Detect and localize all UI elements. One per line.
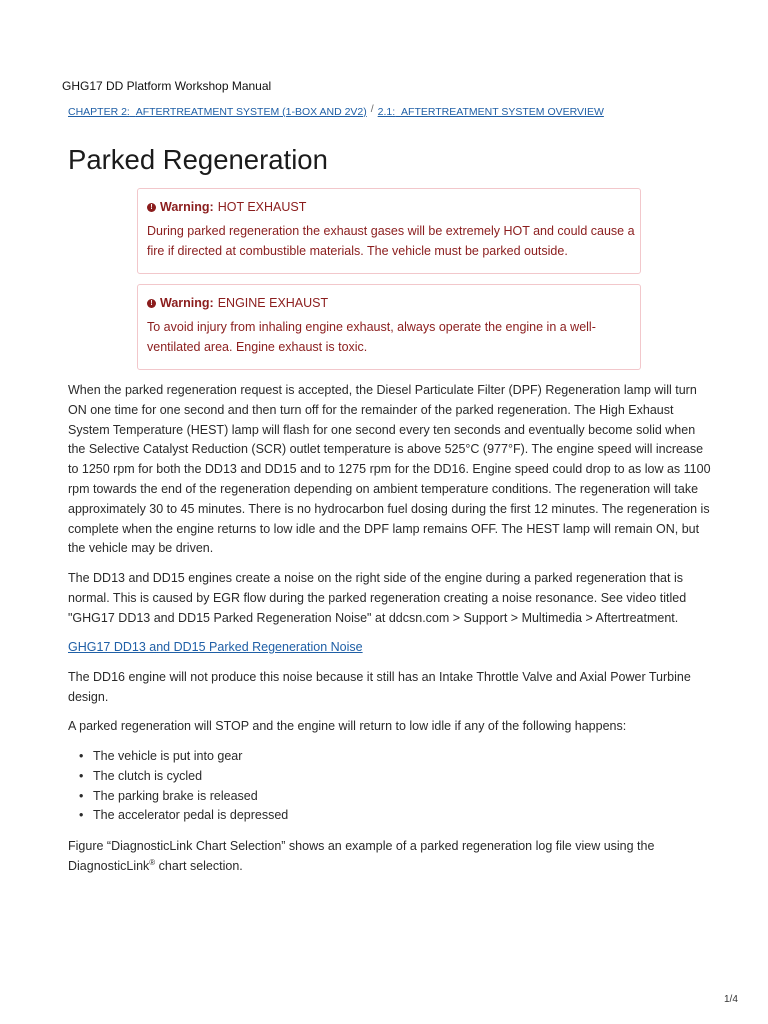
list-item: • The accelerator pedal is depressed — [68, 806, 288, 826]
registered-mark: ® — [149, 857, 156, 867]
breadcrumb-section-link[interactable]: 2.1: AFTERTREATMENT SYSTEM OVERVIEW — [377, 106, 604, 118]
warning-heading — [147, 200, 640, 214]
warning-text: To avoid injury from inhaling engine exhaust, always operate the engine in a well-ventilated area. Engine exhaust is toxic. — [147, 320, 596, 354]
stop-intro: A parked regeneration will STOP and the engine will return to low idle if any of the following happens: — [68, 719, 627, 733]
noise-description: The DD13 and DD15 engines create a noise on the right side of the engine during a parked regeneration that is normal. This is caused by EGR flow during the parked regeneration creating a noise resonance. See video titled "GHG17 DD13 and DD15 Parked Regeneration Noise" at ddcsn.com > Support > Multimedia > Aftertreatment. — [68, 571, 687, 625]
list-item: • The clutch is cycled — [68, 767, 288, 787]
warning-label: Warning: — [160, 200, 214, 214]
warning-heading — [147, 296, 640, 310]
warning-icon: ! — [147, 203, 156, 212]
dd16-note: The DD16 engine will not produce this noise because it still has an Intake Throttle Valve and Axial Power Turbine design. — [68, 670, 691, 704]
page-number: 1/4 — [724, 994, 738, 1005]
manual-title: GHG17 DD Platform Workshop Manual — [62, 79, 272, 93]
warning-text: During parked regeneration the exhaust gases will be extremely HOT and could cause a fire if directed at combustible materials. The vehicle must be parked outside. — [147, 224, 635, 258]
warning-hot-exhaust — [137, 188, 641, 274]
regeneration-description: When the parked regeneration request is accepted, the Diesel Particulate Filter (DPF) Regeneration lamp will turn ON one time for one second and then turn off for the remainder of the parked regeneration. The High Exhaust System Temperature (HEST) lamp will flash for one second every ten seconds and eventually become solid when the Selective Catalyst Reduction (SCR) outlet temperature is above 525°C (977°F). The engine speed will increase to 1250 rpm for both the DD13 and DD15 and to 1275 rpm for the DD16. Engine speed could drop to as low as 1100 rpm towards the end of the regeneration depending on ambient temperature conditions. The regeneration will take approximately 30 to 45 minutes. There is no hydrocarbon fuel dosing during the first 12 minutes. The regeneration is complete when the engine returns to low idle and the DPF lamp remains OFF. The HEST lamp will remain ON, but the vehicle may be driven. — [68, 383, 711, 556]
warning-title: ENGINE EXHAUST — [217, 296, 329, 310]
breadcrumb-chapter-link[interactable]: CHAPTER 2: AFTERTREATMENT SYSTEM (1-BOX AND 2V2) — [68, 106, 367, 118]
warning-engine-exhaust — [137, 284, 641, 370]
breadcrumb-separator: / — [370, 103, 374, 115]
figure-reference: Figure “DiagnosticLink Chart Selection” shows an example of a parked regeneration log file view using the DiagnosticLink® chart selection. — [68, 839, 655, 873]
list-item: • The parking brake is released — [68, 787, 288, 807]
list-item: • The vehicle is put into gear — [68, 747, 288, 767]
page-title: Parked Regeneration — [68, 144, 328, 175]
warning-label: Warning: — [160, 296, 214, 310]
stop-conditions-list — [68, 747, 288, 826]
warning-icon: ! — [147, 299, 156, 308]
breadcrumb — [68, 103, 604, 118]
video-link[interactable]: GHG17 DD13 and DD15 Parked Regeneration Noise — [68, 640, 363, 654]
warning-title: HOT EXHAUST — [217, 200, 307, 214]
